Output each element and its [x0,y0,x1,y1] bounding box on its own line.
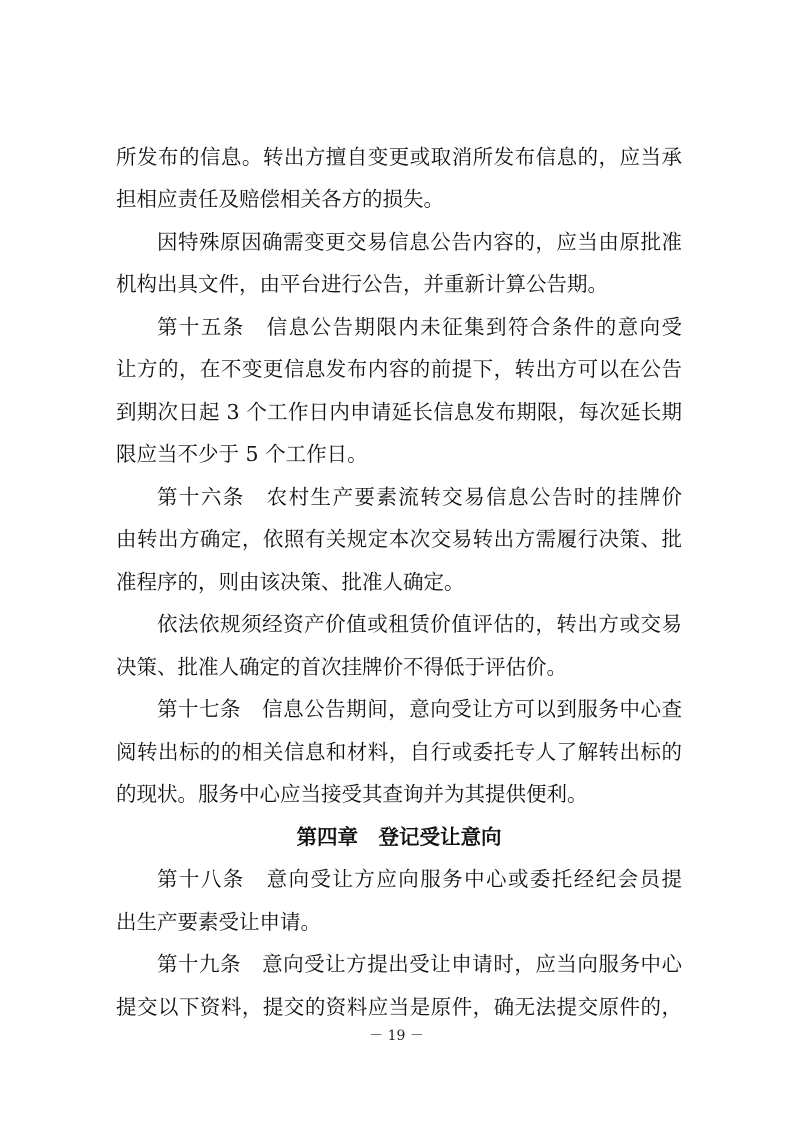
text-line: 第十九条 意向受让方提出受让申请时，应当向服务中心 [157,952,682,976]
text-line: 第十七条 信息公告期间，意向受让方可以到服务中心查 [157,697,682,721]
text-line: 依法依规须经资产价值或租赁价值评估的，转出方或交易 [157,612,682,636]
chapter-heading: 第四章 登记受让意向 [296,825,502,849]
text-line: 担相应责任及赔偿相关各方的损失。 [116,187,444,211]
text-line: 第十五条 信息公告期限内未征集到符合条件的意向受 [157,315,682,339]
text-line: 出生产要素受让申请。 [116,910,321,934]
text-line: 机构出具文件，由平台进行公告，并重新计算公告期。 [116,272,608,296]
text-line: 决策、批准人确定的首次挂牌价不得低于评估价。 [116,655,567,679]
text-line: 让方的，在不变更信息发布内容的前提下，转出方可以在公告 [116,357,682,381]
text-line: 限应当不少于 5 个工作日。 [116,442,368,466]
text-line: 因特殊原因确需变更交易信息公告内容的，应当由原批准 [157,230,682,254]
text-line: 由转出方确定，依照有关规定本次交易转出方需履行决策、批 [116,527,682,551]
page-number: － 19 － [369,1028,424,1044]
text-line: 第十六条 农村生产要素流转交易信息公告时的挂牌价 [157,485,682,509]
text-line: 提交以下资料，提交的资料应当是原件，确无法提交原件的， [116,995,682,1019]
text-line: 第十八条 意向受让方应向服务中心或委托经纪会员提 [157,867,682,891]
text-line: 准程序的，则由该决策、批准人确定。 [116,570,465,594]
text-line: 到期次日起 3 个工作日内申请延长信息发布期限，每次延长期 [116,400,682,424]
text-line: 所发布的信息。转出方擅自变更或取消所发布信息的，应当承 [116,145,682,169]
text-line: 阅转出标的的相关信息和材料，自行或委托专人了解转出标的 [116,740,682,764]
text-line: 的现状。服务中心应当接受其查询并为其提供便利。 [116,782,588,806]
